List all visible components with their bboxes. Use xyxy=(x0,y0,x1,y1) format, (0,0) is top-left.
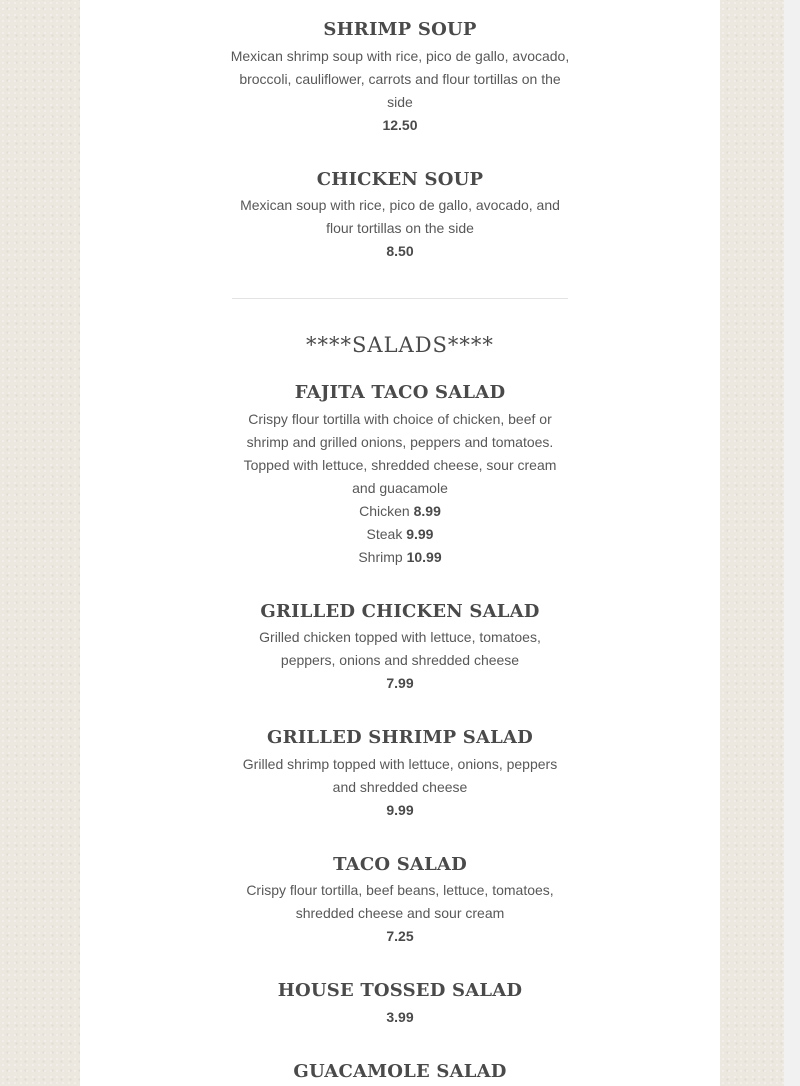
menu-item-description-taco-salad: Crispy flour tortilla, beef beans, lettuce, tomatoes, shredded cheese and sour cream xyxy=(246,882,554,921)
section-divider xyxy=(232,298,568,299)
price-option-label: Steak xyxy=(366,526,403,542)
menu-item-title-grilled-shrimp-salad: GRILLED SHRIMP SALAD xyxy=(267,727,533,748)
menu-item-title-guacamole-salad: GUACAMOLE SALAD xyxy=(293,1061,507,1082)
price-option-label: Chicken xyxy=(359,503,410,519)
menu-item-title-taco-salad: TACO SALAD xyxy=(333,854,467,875)
page-scroll-track[interactable] xyxy=(784,0,800,1086)
menu-item-price-grilled-shrimp-salad: 9.99 xyxy=(386,802,414,818)
menu-item-price-shrimp-soup: 12.50 xyxy=(382,117,418,133)
menu-item-title-fajita-taco-salad: FAJITA TACO SALAD xyxy=(294,382,506,403)
section-heading-salads: ****SALADS**** xyxy=(306,333,494,357)
menu-item-description-shrimp-soup: Mexican shrimp soup with rice, pico de gallo, avocado, broccoli, cauliflower, carrots and flour tortillas on the side xyxy=(230,48,570,110)
menu-item-price-house-tossed-salad: 3.99 xyxy=(386,1009,414,1025)
price-option-amount: 10.99 xyxy=(406,549,442,565)
menu-item-price-grilled-chicken-salad: 7.99 xyxy=(386,675,414,691)
price-option-label: Shrimp xyxy=(358,549,403,565)
price-option-chicken xyxy=(80,500,720,523)
menu-content-panel xyxy=(80,0,720,1086)
menu-item-title-shrimp-soup: SHRIMP SOUP xyxy=(323,19,477,40)
menu-item-title-grilled-chicken-salad: GRILLED CHICKEN SALAD xyxy=(260,601,540,622)
price-option-steak xyxy=(80,523,720,546)
menu-item-title-house-tossed-salad: HOUSE TOSSED SALAD xyxy=(277,980,523,1001)
menu-item-description-fajita-taco-salad: Crispy flour tortilla with choice of chicken, beef or shrimp and grilled onions, peppers and tomatoes. Topped with lettuce, shredded cheese, sour cream and guacamole xyxy=(243,411,557,496)
menu-item-description-grilled-shrimp-salad: Grilled shrimp topped with lettuce, onions, peppers and shredded cheese xyxy=(242,756,558,795)
menu-item-title-chicken-soup: CHICKEN SOUP xyxy=(316,169,484,190)
menu-item-price-taco-salad: 7.25 xyxy=(386,928,414,944)
price-option-shrimp xyxy=(80,546,720,569)
price-option-amount: 8.99 xyxy=(413,503,441,519)
menu-item-description-chicken-soup: Mexican soup with rice, pico de gallo, avocado, and flour tortillas on the side xyxy=(240,197,560,236)
price-option-amount: 9.99 xyxy=(406,526,434,542)
menu-item-description-grilled-chicken-salad: Grilled chicken topped with lettuce, tomatoes, peppers, onions and shredded cheese xyxy=(259,629,541,668)
menu-item-price-chicken-soup: 8.50 xyxy=(386,243,414,259)
